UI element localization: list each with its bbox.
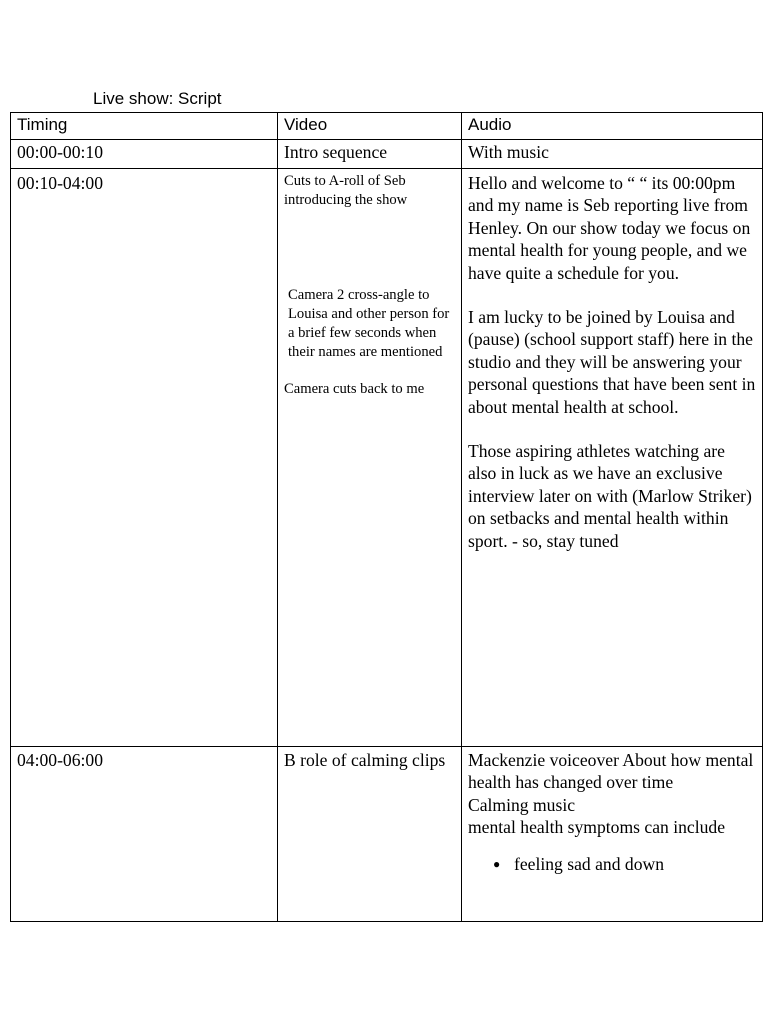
document-title: Live show: Script xyxy=(93,89,222,108)
video-text: B role of calming clips xyxy=(284,750,446,770)
audio-line: Calming music xyxy=(468,794,576,815)
symptom-list xyxy=(468,853,756,875)
cell-audio xyxy=(462,140,763,169)
script-table xyxy=(10,112,763,922)
table-header-row xyxy=(11,113,763,140)
audio-text: With music xyxy=(468,142,549,162)
table-row xyxy=(11,169,763,747)
cell-video xyxy=(278,169,462,747)
cell-timing: 00:10-04:00 xyxy=(11,169,278,747)
video-direction: Camera 2 cross-angle to Louisa and other person for a brief few seconds when their names are mentioned xyxy=(288,287,450,360)
audio-line: Mackenzie voiceover About how mental health has changed over time xyxy=(468,750,754,793)
cell-video xyxy=(278,747,462,922)
audio-paragraph: I am lucky to be joined by Louisa and (pause) (school support staff) here in the studio and they will be answering your personal questions that have been sent in about mental health at school. xyxy=(468,307,756,417)
video-direction: Cuts to A-roll of Seb introducing the show xyxy=(284,173,408,208)
cell-video xyxy=(278,140,462,169)
bullet-icon: ● xyxy=(493,856,501,871)
video-direction: Camera cuts back to me xyxy=(284,381,425,397)
cell-timing: 00:00-00:10 xyxy=(11,140,278,169)
cell-timing: 04:00-06:00 xyxy=(11,747,278,922)
video-text: Intro sequence xyxy=(284,142,388,162)
cell-audio xyxy=(462,169,763,747)
audio-line: mental health symptoms can include xyxy=(468,817,725,838)
audio-paragraph: Those aspiring athletes watching are also in luck as we have an exclusive interview later on with (Marlow Striker) on setbacks and mental health within sport. - so, stay tuned xyxy=(468,441,752,551)
audio-paragraph: Hello and welcome to “ “ its 00:00pm and my name is Seb reporting live from Henley. On our show today we focus on mental health for young people, and we have quite a schedule for you. xyxy=(468,173,751,283)
table-row xyxy=(11,747,763,922)
table-row xyxy=(11,140,763,169)
list-item-text: feeling sad and down xyxy=(514,853,664,874)
header-video: Video xyxy=(278,113,462,140)
header-audio: Audio xyxy=(462,113,763,140)
list-item xyxy=(493,853,756,875)
cell-audio xyxy=(462,747,763,922)
header-timing: Timing xyxy=(11,113,278,140)
